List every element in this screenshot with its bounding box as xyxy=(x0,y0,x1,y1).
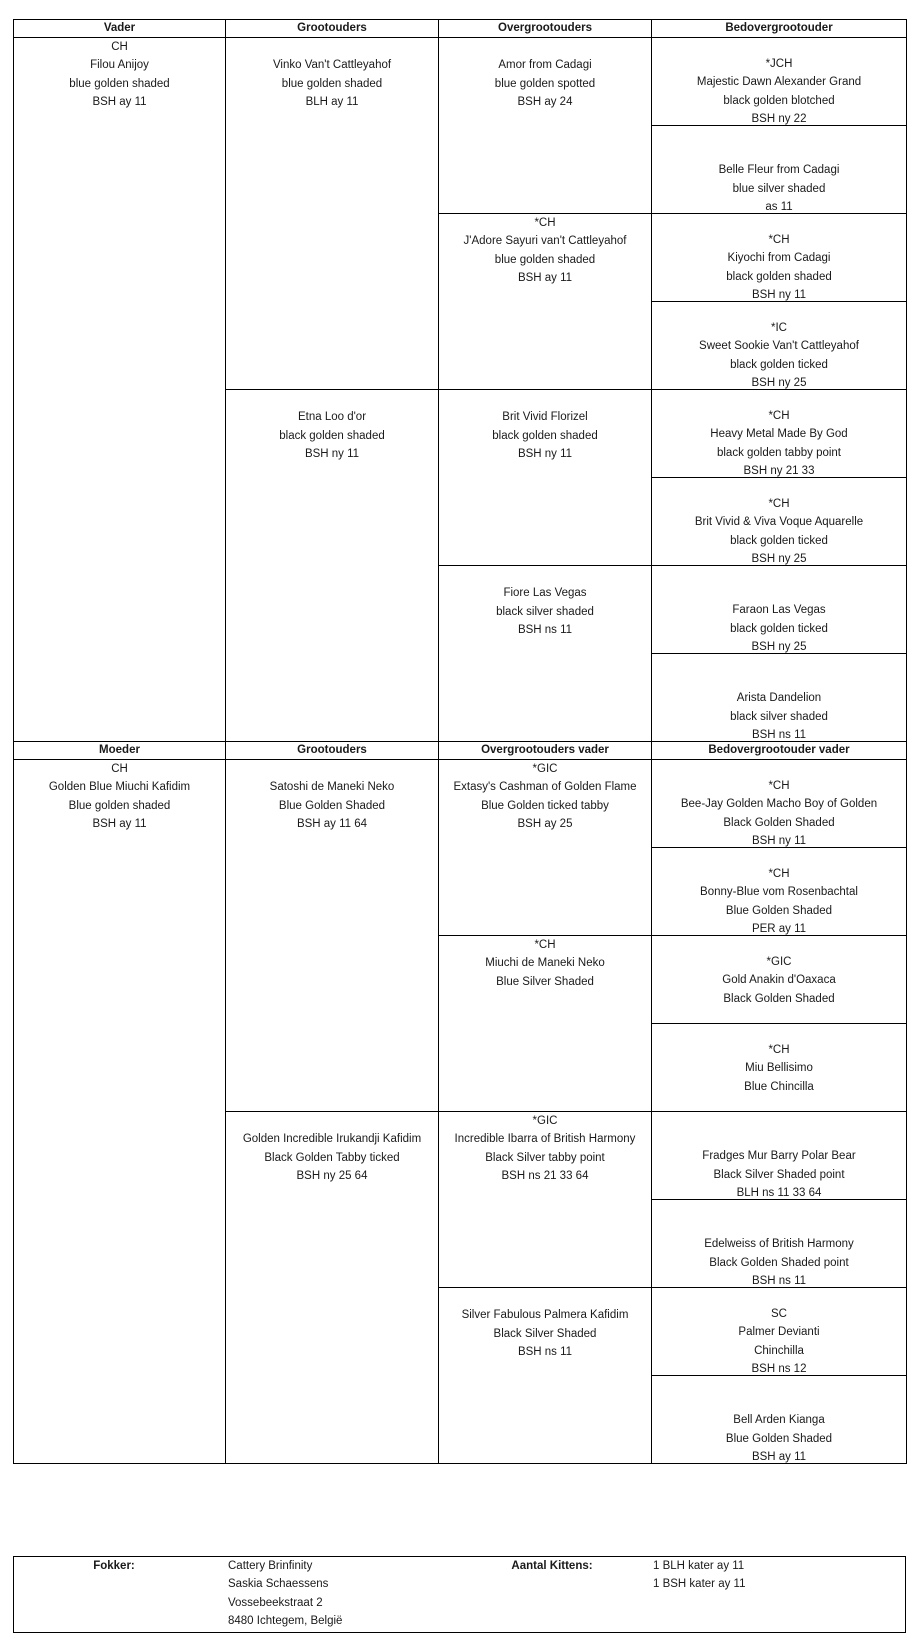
cat-registration: BSH ny 25 xyxy=(751,552,807,565)
cat-title: *CH xyxy=(768,780,790,792)
grandparent-cell xyxy=(225,37,439,390)
kittens-info xyxy=(653,1557,745,1594)
cat-name: Bee-Jay Golden Macho Boy of Golden xyxy=(680,798,878,811)
column-header: Moeder xyxy=(13,741,226,760)
cat-title: *CH xyxy=(768,234,790,246)
kitten-line: 1 BSH kater ay 11 xyxy=(653,1578,746,1591)
parent-cell xyxy=(13,37,226,742)
cat-title: *CH xyxy=(768,868,790,880)
cat-color: blue golden spotted xyxy=(494,77,596,90)
cat-title: *CH xyxy=(534,939,556,951)
great-great-grandparent-cell xyxy=(651,1023,907,1112)
cat-color: Blue Silver Shaded xyxy=(496,975,594,988)
cat-registration: BSH ny 11 xyxy=(751,834,807,847)
cat-name: Fiore Las Vegas xyxy=(503,587,587,600)
kittens-label: Aantal Kittens: xyxy=(511,1560,593,1572)
column-header: Vader xyxy=(13,19,226,38)
cat-name: Belle Fleur from Cadagi xyxy=(718,164,840,177)
cat-title: *GIC xyxy=(532,763,558,775)
great-grandparent-cell xyxy=(438,759,652,936)
cat-name: Palmer Devianti xyxy=(738,1326,820,1339)
cat-title xyxy=(652,1217,906,1235)
cat-name: Gold Anakin d'Oaxaca xyxy=(722,974,836,987)
cat-name: Vinko Van't Cattleyahof xyxy=(272,59,392,72)
cat-registration: BSH ny 11 xyxy=(304,447,360,460)
cat-name: Miu Bellisimo xyxy=(745,1062,813,1075)
cat-color: Blue golden shaded xyxy=(68,799,171,812)
column-header: Grootouders xyxy=(225,741,439,760)
cat-name: Amor from Cadagi xyxy=(498,59,592,72)
cat-registration: BSH ay 11 xyxy=(517,271,573,284)
cat-name: Silver Fabulous Palmera Kafidim xyxy=(461,1309,629,1322)
cat-name: Filou Anijoy xyxy=(90,59,149,72)
cat-registration: BSH ny 11 xyxy=(517,447,573,460)
cat-color: Black Golden Tabby ticked xyxy=(264,1151,400,1164)
cat-title: *GIC xyxy=(532,1115,558,1127)
cat-registration: BSH ay 11 xyxy=(92,95,147,108)
cat-registration: BSH ny 11 xyxy=(751,288,807,301)
great-great-grandparent-cell xyxy=(651,213,907,302)
cat-registration: PER ay 11 xyxy=(751,922,807,935)
cat-name: Brit Vivid Florizel xyxy=(502,411,588,424)
cat-name: Sweet Sookie Van't Cattleyahof xyxy=(699,340,859,353)
cat-title: SC xyxy=(771,1308,787,1320)
cat-registration: BSH ns 12 xyxy=(751,1362,807,1375)
cat-color: Blue Golden Shaded xyxy=(278,799,386,812)
cat-title xyxy=(439,390,651,408)
great-great-grandparent-cell xyxy=(651,125,907,214)
cat-registration: as 11 xyxy=(765,200,793,213)
cat-registration: BSH ay 11 xyxy=(92,817,147,830)
cat-name: Satoshi de Maneki Neko xyxy=(269,781,395,794)
pedigree-table xyxy=(13,19,906,1541)
cat-title: *JCH xyxy=(765,58,793,70)
grandparent-cell xyxy=(225,759,439,1112)
cat-color: black golden ticked xyxy=(730,358,828,371)
cat-name: Bell Arden Kianga xyxy=(733,1414,825,1427)
cat-registration: BSH ay 11 xyxy=(751,1450,807,1463)
great-grandparent-cell xyxy=(438,1111,652,1288)
cat-registration: BSH ny 22 xyxy=(751,112,807,125)
great-great-grandparent-cell xyxy=(651,1199,907,1288)
cat-title xyxy=(226,760,438,778)
cat-registration: BSH ny 25 xyxy=(751,376,807,389)
footer-info xyxy=(13,1556,906,1633)
cat-title xyxy=(226,1112,438,1130)
cat-title: *CH xyxy=(768,1044,790,1056)
cat-registration: BSH ny 25 64 xyxy=(296,1169,368,1182)
great-great-grandparent-cell xyxy=(651,1375,907,1464)
grandparent-cell xyxy=(225,389,439,742)
grandparent-cell xyxy=(225,1111,439,1464)
column-header: Bedovergrootouder vader xyxy=(651,741,907,760)
cat-title xyxy=(226,38,438,56)
cat-name: Arista Dandelion xyxy=(736,692,822,705)
cat-color: Blue Golden ticked tabby xyxy=(481,799,609,812)
great-great-grandparent-cell xyxy=(651,1287,907,1376)
cat-color: black golden shaded xyxy=(492,429,598,442)
cat-color: blue silver shaded xyxy=(732,182,826,195)
cat-color: black golden shaded xyxy=(279,429,385,442)
parent-cell xyxy=(13,759,226,1464)
breeder-line: Saskia Schaessens xyxy=(228,1578,329,1591)
cat-color: Chinchilla xyxy=(754,1344,804,1357)
cat-color: black golden blotched xyxy=(723,94,835,107)
great-great-grandparent-cell xyxy=(651,935,907,1024)
cat-color: black silver shaded xyxy=(496,605,594,618)
cat-registration: BSH ny 21 33 xyxy=(743,464,815,477)
cat-name: Edelweiss of British Harmony xyxy=(704,1238,854,1251)
breeder-info xyxy=(228,1557,342,1630)
great-great-grandparent-cell xyxy=(651,477,907,566)
cat-title xyxy=(652,1393,906,1411)
great-grandparent-cell xyxy=(438,213,652,390)
cat-registration: BSH ay 24 xyxy=(517,95,573,108)
cat-registration: BSH ay 11 64 xyxy=(296,817,368,830)
cat-name: Extasy's Cashman of Golden Flame xyxy=(453,781,637,794)
cat-title xyxy=(652,1129,906,1147)
great-great-grandparent-cell xyxy=(651,565,907,654)
cat-name: Etna Loo d'or xyxy=(297,411,367,424)
cat-color: Black Golden Shaded xyxy=(723,816,835,829)
cat-color: Black Golden Shaded point xyxy=(709,1256,849,1269)
cat-title: *CH xyxy=(768,498,790,510)
great-grandparent-cell xyxy=(438,935,652,1112)
cat-title: *IC xyxy=(771,322,787,334)
breeder-line: Cattery Brinfinity xyxy=(228,1560,313,1572)
breeder-line: 8480 Ichtegem, België xyxy=(228,1614,343,1627)
great-great-grandparent-cell xyxy=(651,301,907,390)
cat-color: blue golden shaded xyxy=(69,77,170,90)
cat-color: black golden ticked xyxy=(730,534,828,547)
cat-registration: BLH ay 11 xyxy=(305,95,359,108)
cat-color: black golden shaded xyxy=(726,270,832,283)
cat-color: Black Golden Shaded xyxy=(723,992,835,1005)
great-great-grandparent-cell xyxy=(651,1111,907,1200)
column-header: Overgrootouders vader xyxy=(438,741,652,760)
cat-name: Fradges Mur Barry Polar Bear xyxy=(702,1150,856,1163)
cat-name: Faraon Las Vegas xyxy=(732,604,826,617)
cat-registration: BLH ns 11 33 64 xyxy=(736,1186,822,1199)
cat-title: *GIC xyxy=(766,956,792,968)
great-great-grandparent-cell xyxy=(651,389,907,478)
cat-title xyxy=(652,583,906,601)
cat-registration: BSH ns 21 33 64 xyxy=(501,1169,589,1182)
cat-title: *CH xyxy=(768,410,790,422)
column-header: Bedovergrootouder xyxy=(651,19,907,38)
cat-color: blue golden shaded xyxy=(494,253,596,266)
cat-name: Brit Vivid & Viva Voque Aquarelle xyxy=(694,516,864,529)
breeder-label: Fokker: xyxy=(93,1560,135,1572)
column-header: Overgrootouders xyxy=(438,19,652,38)
cat-registration: BSH ns 11 xyxy=(751,728,807,741)
cat-title xyxy=(226,390,438,408)
great-grandparent-cell xyxy=(438,389,652,566)
cat-color: Blue Golden Shaded xyxy=(725,1432,833,1445)
breeder-line: Vossebeekstraat 2 xyxy=(228,1596,323,1609)
cat-color: Blue Golden Shaded xyxy=(725,904,833,917)
cat-name: Kiyochi from Cadagi xyxy=(727,252,831,265)
cat-color: Black Silver tabby point xyxy=(485,1151,605,1164)
cat-color: black golden ticked xyxy=(730,622,828,635)
great-grandparent-cell xyxy=(438,37,652,214)
cat-color: Blue Chincilla xyxy=(744,1080,814,1093)
cat-registration: BSH ny 25 xyxy=(751,640,807,653)
cat-color: Black Silver Shaded point xyxy=(713,1168,845,1181)
cat-title: CH xyxy=(111,41,128,53)
great-grandparent-cell xyxy=(438,565,652,742)
great-great-grandparent-cell xyxy=(651,653,907,742)
cat-color: blue golden shaded xyxy=(281,77,383,90)
cat-title: CH xyxy=(111,763,128,775)
cat-name: Majestic Dawn Alexander Grand xyxy=(696,76,862,89)
cat-name: J'Adore Sayuri van't Cattleyahof xyxy=(463,235,627,248)
cat-color: black golden tabby point xyxy=(716,446,842,459)
cat-color: black silver shaded xyxy=(730,710,828,723)
cat-name: Bonny-Blue vom Rosenbachtal xyxy=(700,886,858,899)
cat-name: Incredible Ibarra of British Harmony xyxy=(454,1133,636,1146)
great-grandparent-cell xyxy=(438,1287,652,1464)
cat-title xyxy=(652,671,906,689)
cat-registration: BSH ns 11 xyxy=(751,1274,807,1287)
cat-registration: BSH ay 25 xyxy=(517,817,573,830)
cat-title xyxy=(439,38,651,56)
cat-name: Golden Blue Miuchi Kafidim xyxy=(48,781,191,794)
column-header: Grootouders xyxy=(225,19,439,38)
cat-name: Heavy Metal Made By God xyxy=(710,428,848,441)
cat-registration: BSH ns 11 xyxy=(517,1345,573,1358)
great-great-grandparent-cell xyxy=(651,759,907,848)
cat-color: Black Silver Shaded xyxy=(493,1327,597,1340)
great-great-grandparent-cell xyxy=(651,37,907,126)
cat-name: Miuchi de Maneki Neko xyxy=(485,957,605,970)
great-great-grandparent-cell xyxy=(651,847,907,936)
cat-title xyxy=(439,566,651,584)
cat-name: Golden Incredible Irukandji Kafidim xyxy=(242,1133,422,1146)
cat-registration: BSH ns 11 xyxy=(517,623,573,636)
kitten-line: 1 BLH kater ay 11 xyxy=(653,1560,745,1572)
cat-title xyxy=(439,1288,651,1306)
cat-title xyxy=(652,143,906,161)
cat-title: *CH xyxy=(534,217,556,229)
